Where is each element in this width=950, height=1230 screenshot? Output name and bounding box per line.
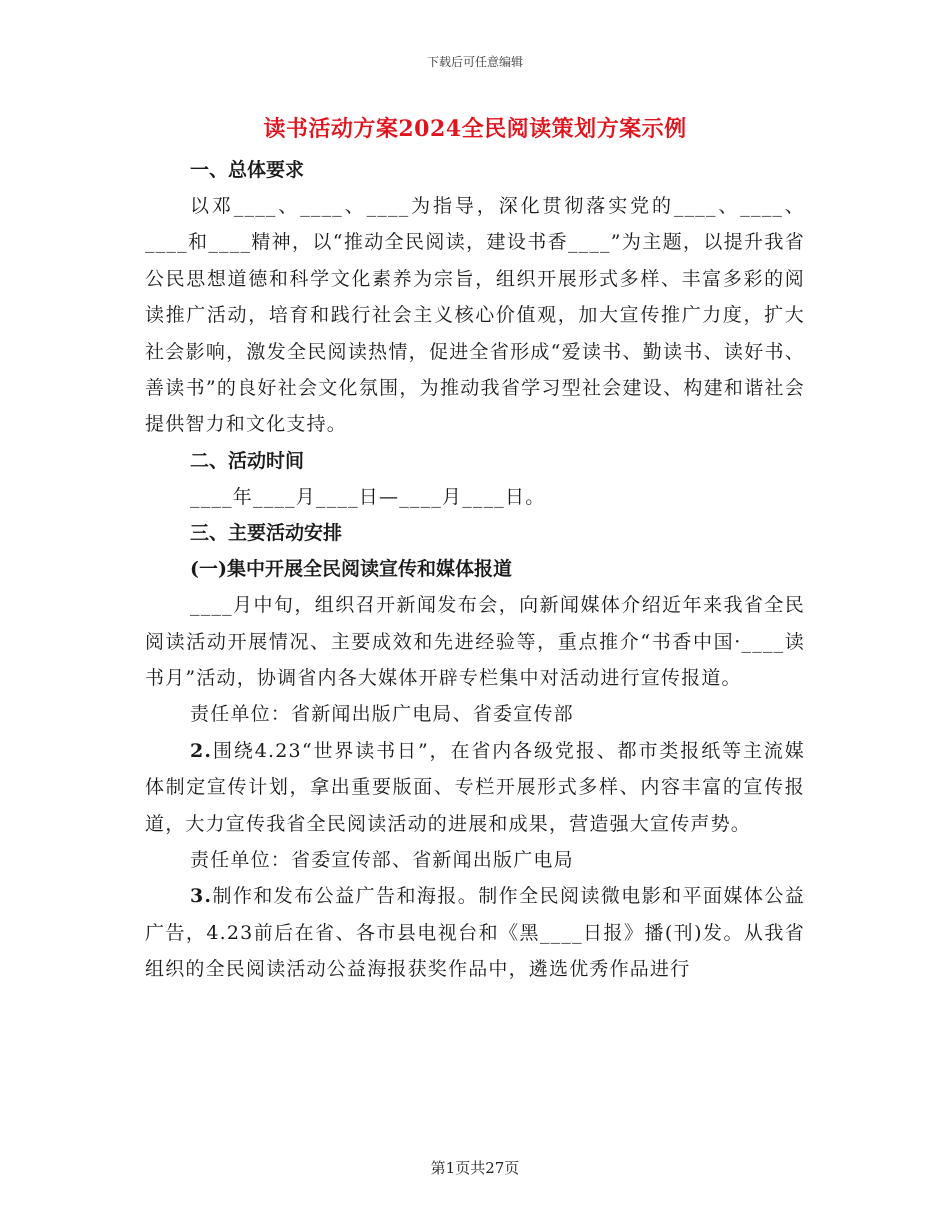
paragraph-public-ads [145, 878, 805, 987]
responsible-unit-2: 责任单位：省委宣传部、省新闻出版广电局 [190, 849, 574, 872]
responsible-unit-1: 责任单位：省新闻出版广电局、省委宣传部 [190, 703, 574, 726]
item-text-2: 围绕4.23“世界读书日”，在省内各级党报、都市类报纸等主流媒体制定宣传计划，拿出重要版面、专栏开展形式多样、内容丰富的宣传报道，大力宣传我省全民阅读活动的进展和成果，营造强大宣传声势。 [145, 739, 805, 835]
paragraph-press-conference: ____月中旬，组织召开新闻发布会，向新闻媒体介绍近年来我省全民阅读活动开展情况、主要成效和先进经验等，重点推介“书香中国·____读书月”活动，协调省内各大媒体开辟专栏集中对活动进行宣传报道。 [145, 594, 805, 690]
section-heading-arrangement: 三、主要活动安排 [190, 522, 343, 545]
item-number-2: 2. [190, 739, 213, 762]
item-text-3: 制作和发布公益广告和海报。制作全民阅读微电影和平面媒体公益广告，4.23前后在省、各市县电视台和《黑____日报》播(刊)发。从我省组织的全民阅读活动公益海报获奖作品中，遴选优秀作品进行 [145, 885, 805, 981]
subsection-heading-publicity: (一)集中开展全民阅读宣传和媒体报道 [190, 558, 512, 581]
document-title: 读书活动方案2024全民阅读策划方案示例 [263, 116, 687, 142]
document-body [145, 152, 805, 988]
section-heading-overall: 一、总体要求 [190, 159, 305, 181]
paragraph-world-book-day [145, 733, 805, 842]
section-heading-time: 二、活动时间 [190, 449, 305, 472]
header-note: 下载后可任意编辑 [426, 55, 523, 69]
page-footer: 第1页共27页 [430, 1159, 520, 1177]
activity-date: ____年____月____日—____月____日。 [190, 485, 546, 508]
item-number-3: 3. [190, 885, 213, 908]
paragraph-overall: 以邓____、____、____为指导，深化贯彻落实党的____、____、____和____精神，以“推动全民阅读，建设书香____”为主题，以提升我省公民思想道德和科学文化素养为宗旨，组织开展形式多样、丰富多彩的阅读推广活动，培育和践行社会主义核心价值观，加大宣传推广力度，扩大社会影响，激发全民阅读热情，促进全省形成“爱读书、勤读书、读好书、善读书”的良好社会文化氛围，为推动我省学习型社会建设、构建和谐社会提供智力和文化支持。 [145, 195, 805, 436]
